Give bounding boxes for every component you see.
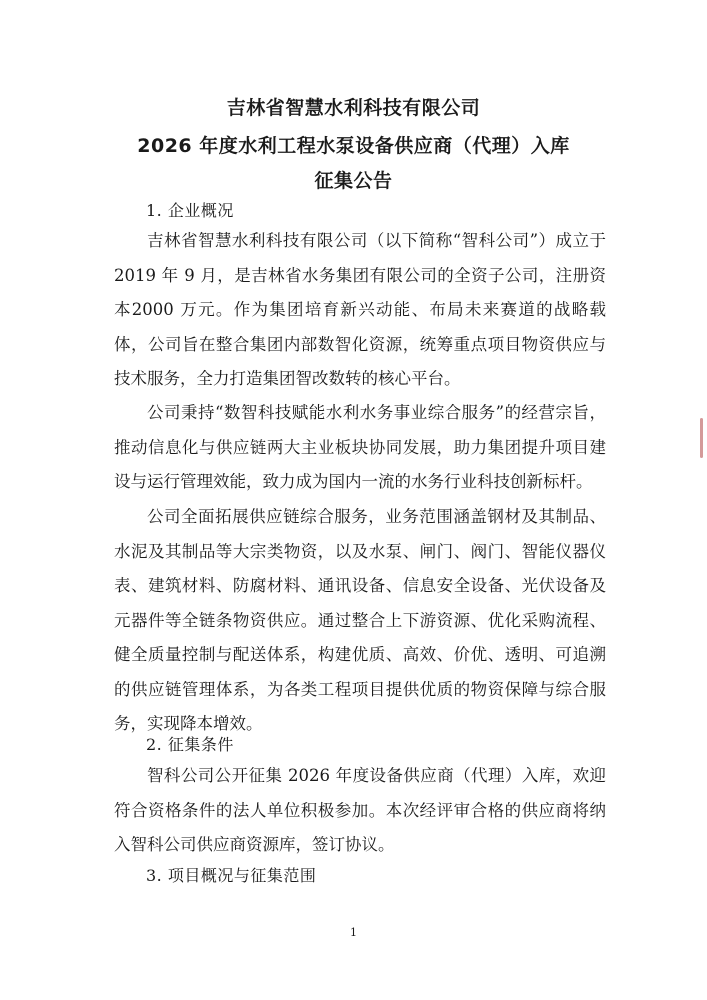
section-heading-conditions: 2. 征集条件 — [146, 735, 234, 754]
document-title-line-1: 吉林省智慧水利科技有限公司 — [226, 97, 481, 119]
section-heading-project-scope: 3. 项目概况与征集范围 — [146, 866, 317, 885]
paragraph-company-intro: 吉林省智慧水利科技有限公司（以下简称“智科公司”）成立于2019 年 9 月，是吉林省水务集团有限公司的全资子公司，注册资本2000 万元。作为集团培育新兴动能、布局未来赛道的战略载体，公司旨在整合集团内部数智化资源，统筹重点项目物资供应与技术服务，全力打造集团智改数转的核心平台。 — [114, 231, 606, 388]
scan-edge-mark — [700, 418, 703, 458]
paragraph-supply-chain: 公司全面拓展供应链综合服务，业务范围涵盖钢材及其制品、水泥及其制品等大宗类物资，以及水泵、闸门、阀门、智能仪器仪表、建筑材料、防腐材料、通讯设备、信息安全设备、光伏设备及元器件等全链条物资供应。通过整合上下游资源、优化采购流程、健全质量控制与配送体系，构建优质、高效、价优、透明、可追溯的供应链管理体系，为各类工程项目提供优质的物资保障与综合服务，实现降本增效。 — [114, 507, 606, 733]
paragraph-company-mission: 公司秉持“数智科技赋能水利水务事业综合服务”的经营宗旨，推动信息化与供应链两大主业板块协同发展，助力集团提升项目建设与运行管理效能，致力成为国内一流的水务行业科技创新标杆。 — [114, 403, 606, 491]
document-title-line-2: 2026 年度水利工程水泵设备供应商（代理）入库 — [137, 135, 570, 157]
section-heading-company-overview: 1. 企业概况 — [146, 201, 234, 220]
page-number: 1 — [350, 926, 357, 939]
paragraph-conditions: 智科公司公开征集 2026 年度设备供应商（代理）入库，欢迎符合资格条件的法人单位积极参加。本次经评审合格的供应商将纳入智科公司供应商资源库，签订协议。 — [114, 766, 606, 854]
document-title-line-3: 征集公告 — [314, 170, 393, 192]
